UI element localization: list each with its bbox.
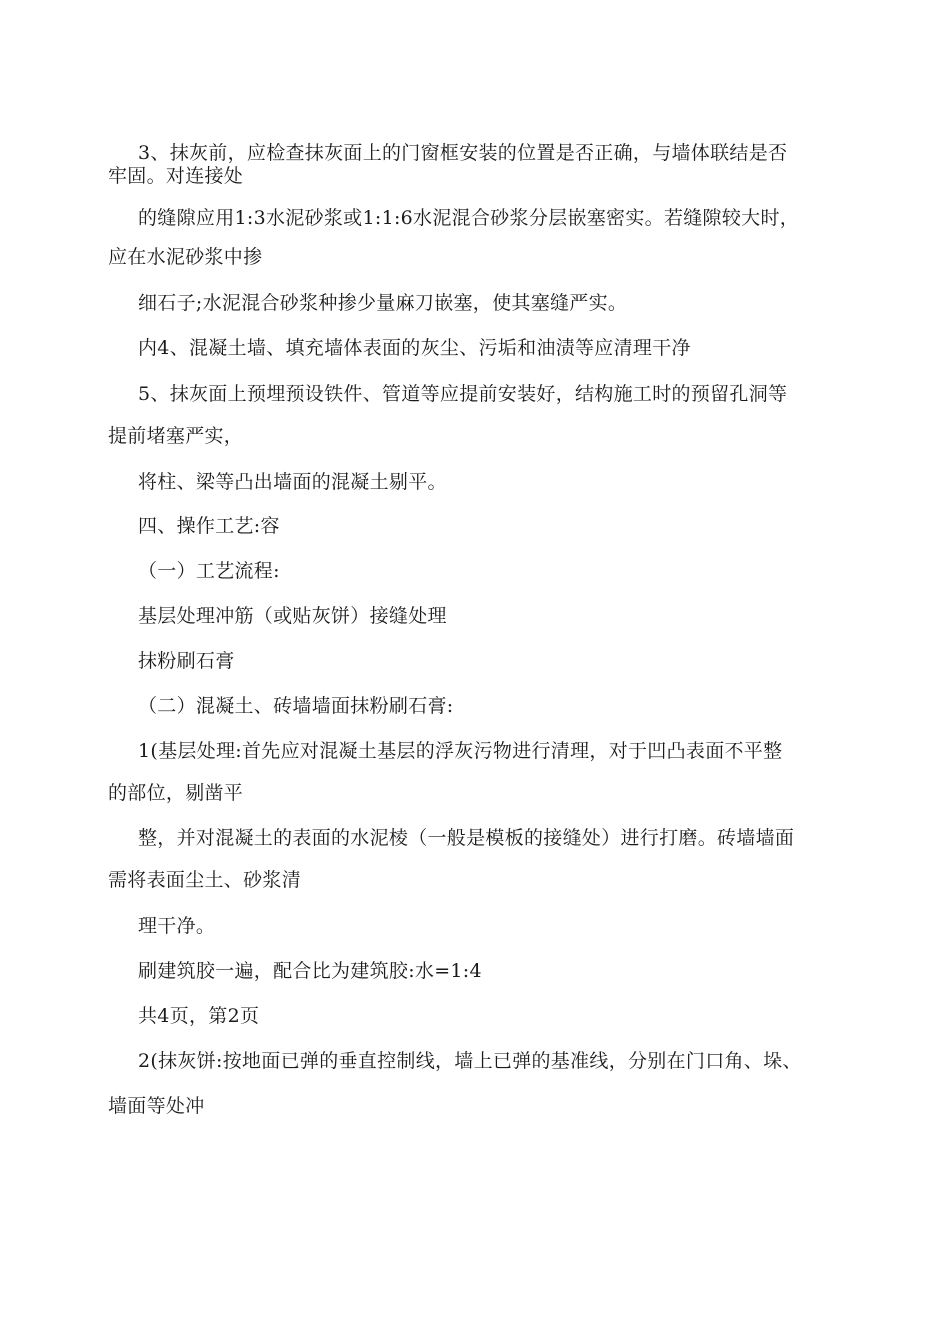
paragraph-line: 应在水泥砂浆中掺 <box>108 246 263 268</box>
subsection-heading: （一）工艺流程: <box>138 560 280 582</box>
paragraph-line: 1(基层处理:首先应对混凝土基层的浮灰污物进行清理，对于凹凸表面不平整 <box>138 740 783 762</box>
paragraph-line: 牢固。对连接处 <box>108 165 244 187</box>
paragraph-line: 3、抹灰前，应检查抹灰面上的门窗框安装的位置是否正确，与墙体联结是否 <box>138 142 788 164</box>
paragraph-line: 基层处理冲筋（或贴灰饼）接缝处理 <box>138 605 447 627</box>
paragraph-line: 墙面等处冲 <box>108 1095 205 1117</box>
section-heading: 四、操作工艺:容 <box>138 515 280 537</box>
paragraph-line: 提前堵塞严实， <box>108 425 244 447</box>
paragraph-line: 需将表面尘土、砂浆清 <box>108 869 302 891</box>
paragraph-line: 抹粉刷石膏 <box>138 650 235 672</box>
subsection-heading: （二）混凝土、砖墙墙面抹粉刷石膏: <box>138 695 454 717</box>
paragraph-line: 5、抹灰面上预埋预设铁件、管道等应提前安装好，结构施工时的预留孔洞等 <box>138 383 788 405</box>
paragraph-line: 的部位，剔凿平 <box>108 782 244 804</box>
page-counter: 共4页，第2页 <box>138 1005 260 1027</box>
paragraph-line: 内4、混凝土墙、填充墙体表面的灰尘、污垢和油渍等应清理干净 <box>138 337 691 359</box>
paragraph-line: 刷建筑胶一遍，配合比为建筑胶:水=1:4 <box>138 960 482 982</box>
paragraph-line: 细石子;水泥混合砂浆种掺少量麻刀嵌塞，使其塞缝严实。 <box>138 292 628 314</box>
paragraph-line: 2(抹灰饼:按地面已弹的垂直控制线，墙上已弹的基准线，分别在门口角、垛、 <box>138 1050 802 1072</box>
paragraph-line: 将柱、梁等凸出墙面的混凝土剔平。 <box>138 471 447 493</box>
paragraph-line: 整，并对混凝土的表面的水泥棱（一般是模板的接缝处）进行打磨。砖墙墙面 <box>138 827 795 849</box>
paragraph-line: 理干净。 <box>138 915 216 937</box>
paragraph-line: 的缝隙应用1:3水泥砂浆或1:1:6水泥混合砂浆分层嵌塞密实。若缝隙较大时， <box>138 207 800 229</box>
